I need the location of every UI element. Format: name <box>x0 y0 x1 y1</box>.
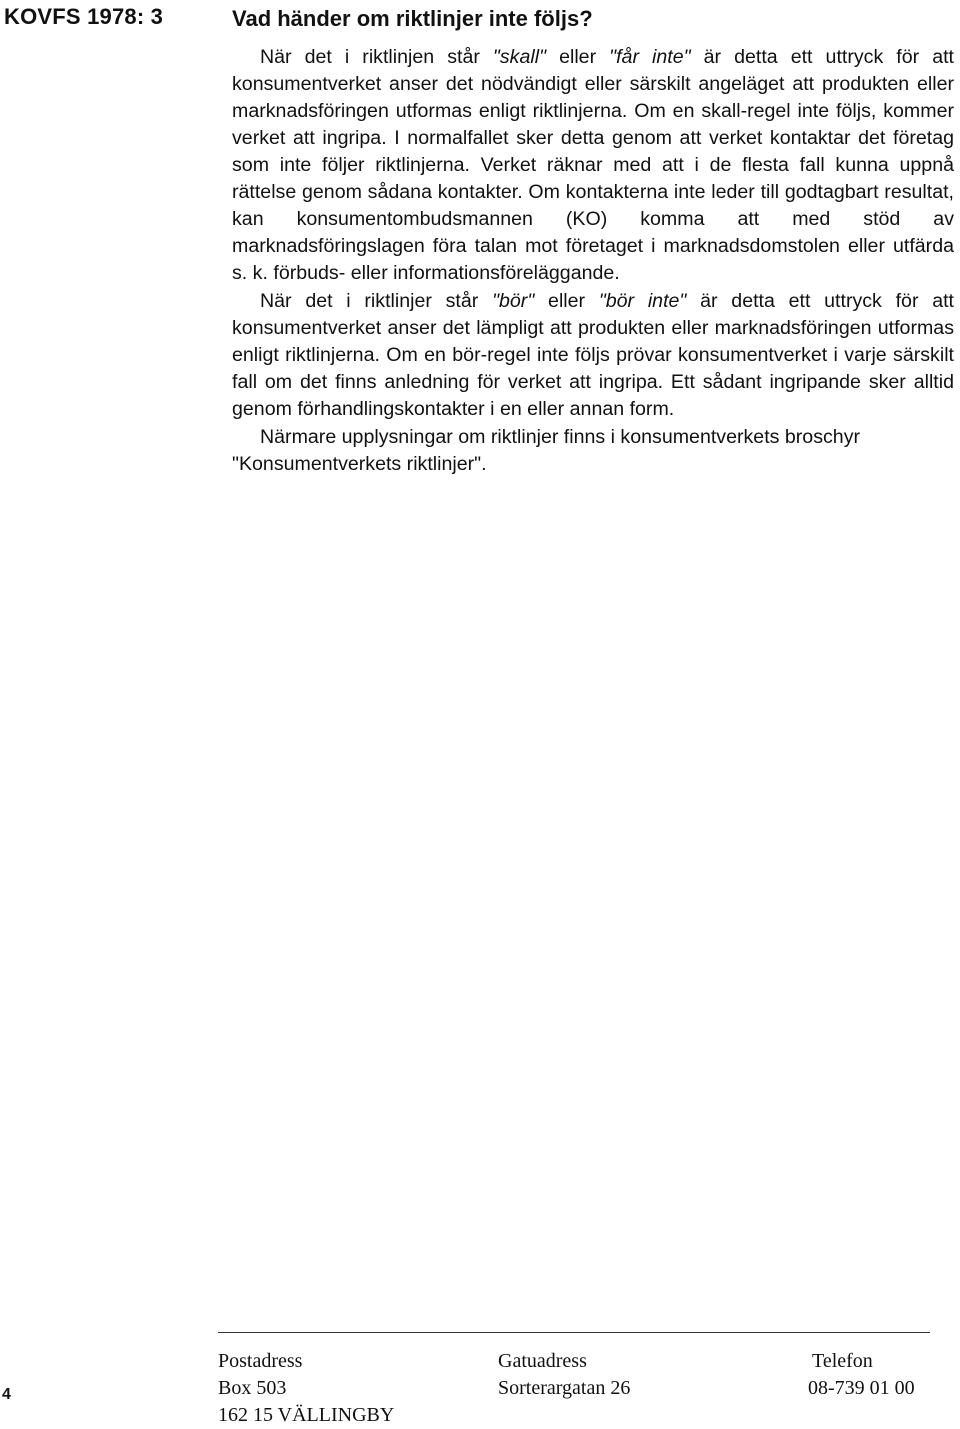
footer-divider <box>218 1332 930 1333</box>
footer-postadress <box>218 1348 394 1429</box>
term-far-inte: "får inte" <box>609 46 691 68</box>
page-number: 4 <box>2 1386 11 1403</box>
paragraph-text: När det i riktlinjer står <box>260 290 493 312</box>
footer-gatuadress <box>498 1348 630 1402</box>
term-bor: "bör" <box>492 290 535 312</box>
postadress-city: 162 15 VÄLLINGBY <box>218 1404 395 1426</box>
article <box>232 6 954 478</box>
footer-telefon <box>808 1348 915 1402</box>
paragraph-text: är detta ett uttryck för att konsumentverket anser det nödvändigt eller särskilt angeläget att produkten eller marknadsföringen utformas enligt riktlinjerna. Om en skall-regel inte följs, kommer verket att ingripa. I normalfallet sker detta genom att verket kontaktar det företag som inte följer riktlinjerna. Verket räknar med att i de flesta fall kunna uppnå rättelse genom sådana kontakter. Om kontakterna inte leder till godtagbart resultat, kan konsumentombudsmannen (KO) komma att med stöd av marknadsföringslagen föra talan mot företaget i marknadsdomstolen eller utfärda s. k. förbuds- eller informationsföreläggande. <box>232 46 954 284</box>
term-bor-inte: "bör inte" <box>598 290 687 312</box>
paragraph-text: eller <box>546 46 610 68</box>
section-heading: Vad händer om riktlinjer inte följs? <box>232 6 593 31</box>
paragraph-bor <box>232 288 954 423</box>
term-skall: "skall" <box>492 46 547 68</box>
telefon-label: Telefon <box>812 1350 873 1372</box>
gatuadress-label: Gatuadress <box>498 1350 587 1372</box>
postadress-label: Postadress <box>218 1350 303 1372</box>
paragraph-text: eller <box>534 290 599 312</box>
paragraph-more-info: Närmare upplysningar om riktlinjer finns i konsumentverkets broschyr "Konsumentverkets riktlinjer". <box>232 426 861 475</box>
paragraph-text: När det i riktlinjen står <box>260 46 493 68</box>
telefon-number: 08-739 01 00 <box>808 1377 915 1399</box>
postadress-box: Box 503 <box>218 1377 287 1399</box>
gatuadress-street: Sorterargatan 26 <box>498 1377 631 1399</box>
page-footer <box>0 1332 960 1426</box>
paragraph-skall <box>232 44 954 287</box>
document-code: KOVFS 1978: 3 <box>4 4 164 29</box>
paragraph-text: är detta ett uttryck för att konsumentverket anser det lämpligt att produkten eller marknadsföringen utformas enligt riktlinjerna. Om en bör-regel inte följs prövar konsumentverket i varje särskilt fall om det finns anledning för verket att ingripa. Ett sådant ingripande sker alltid genom förhandlingskontakter i en eller annan form. <box>232 290 954 420</box>
